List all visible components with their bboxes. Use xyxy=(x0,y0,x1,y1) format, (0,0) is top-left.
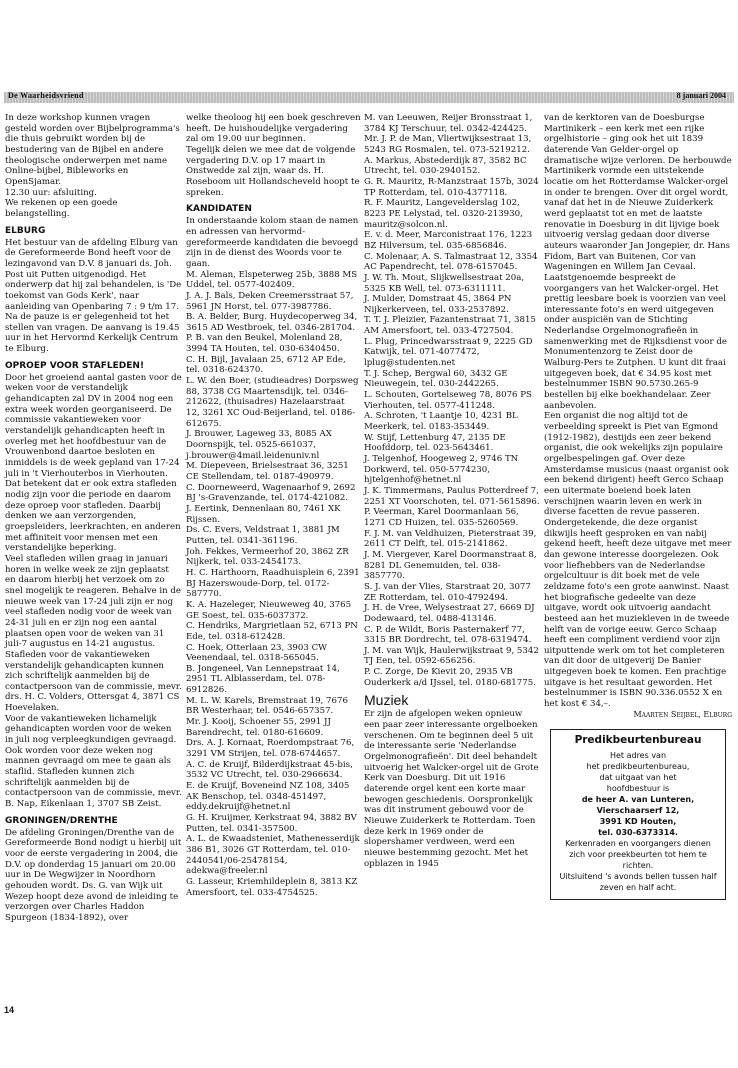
candidate-entry: J. Telgenhof, Hoogeweg 2, 9746 TN Dorkwerd, tel. 050-5774230, hjtelgenhof@hetnet.nl xyxy=(364,454,519,486)
box-note: Kerkenraden en voorgangers dienen zich voor preekbeurten tot hem te richten. xyxy=(565,839,711,871)
oproep-paragraph-3: Veel stafleden willen graag in januari horen in welke week ze zijn geplaatst en daarom hierbij het verzoek om zo snel mogelijk te reageren. Behalve in de nieuwe week van 17-24 juli zijn er nog veel stafleden nodig voor de week van 24-31 juli en er zijn nog een aantal plaatsen open voor de weken van 31 juli-7 augustus en 14-21 augustus. Stafleden voor de vakantieweken verstandelijk gehandicapten kunnen zich schriftelijk aanmelden bij de contactpersoon van de commissie, mevr. drs. H. C. Volders, Ottersgat 4, 3871 CS Hoevelaken. xyxy=(5,553,182,714)
author-signature: Maarten Seijbel, Elburg xyxy=(633,709,732,719)
column-4 xyxy=(544,113,732,900)
candidate-entry: C. Hoek, Otterlaan 23, 3903 CW Veenendaal, tel. 0318-565045. xyxy=(186,642,327,664)
candidate-entry: P. Veerman, Karel Doormanlaan 56, 1271 CD Huizen, tel. 035-5260569. xyxy=(364,507,519,528)
candidate-entry: G. H. Kruijmer, Kerkstraat 94, 3882 BV Putten, tel. 0341-357500. xyxy=(186,813,357,834)
candidate-entry: J. Eertink, Dennenlaan 80, 7461 XK Rijssen. xyxy=(186,503,341,525)
candidate-entry: J. W. Th. Mout, Slijkwellsestraat 20a, 5325 KB Well, tel. 073-6311111. xyxy=(364,272,525,294)
candidate-entry: T. J. Schep, Bergwal 60, 3432 GE Nieuwegein, tel. 030-2442265. xyxy=(364,368,508,390)
groningen-heading: GRONINGEN/DRENTHE xyxy=(5,815,118,826)
candidate-entry: E. v. d. Meer, Marconistraat 176, 1223 BZ Hilversum, tel. 035-6856846. xyxy=(364,230,533,251)
groningen-text: De afdeling Groningen/Drenthe van de Gereformeerde Bond nodigt u hierbij uit voor de eerste vergadering in 2004, die D.V. op donderdag 15 januari om 20.00 uur in De Wegwijzer in Noordhorn gehouden wordt. Ds. G. van Wijk uit Wezep hoopt deze avond de inleiding te verzorgen over Charles Haddon Spurgeon (1834-1892), over xyxy=(5,827,182,923)
predikbeurtenbureau-box xyxy=(550,729,726,900)
publication-title: De Waarheidsvriend xyxy=(8,91,84,100)
continued-text: welke theoloog hij een boek geschreven heeft. De huishoudelijke vergadering zal om 19.00 uur beginnen. xyxy=(186,113,361,145)
candidate-entry: G. R. Mauritz, R-Manzstraat 157b, 3024 TP Rotterdam, tel. 010-4377118. xyxy=(364,176,539,198)
candidate-entry: J. A. J. Bals, Deken Creemersstraat 57, 5961 JN Horst, tel. 077-3987786. xyxy=(186,290,354,312)
candidate-entry: T. T. J. Pleizier, Fazantenstraat 71, 3815 AM Amersfoort, tel. 033-4727504. xyxy=(364,315,536,337)
candidate-entry: Mr. J. P. de Man, Vliertwijksestraat 13, 5243 RG Rosmalen, tel. 073-5219212. xyxy=(364,134,532,155)
candidate-entry: J. K. Timmermans, Paulus Potterdreef 7, 2251 XT Voorschoten, tel. 071-5615896. xyxy=(364,485,540,507)
candidate-entry: P. B. van den Beukel, Molenland 28, 3994 TA Houten, tel. 030-6340450. xyxy=(186,333,343,355)
candidate-entry: P. C. Zorge, De Kievit 20, 2935 VB Ouderkerk a/d IJssel, tel. 0180-681775. xyxy=(364,667,536,688)
kandidaten-intro: In onderstaande kolom staan de namen en adressen van hervormd-gereformeerde kandidaten die bevoegd zijn in de dienst des Woords voor te gaan. xyxy=(186,216,359,269)
workshop-text: In deze workshop kunnen vragen gesteld worden over Bijbelprogramma's die thuis gebruikt worden bij de bestudering van de Bijbel en andere theologische onderwerpen met name Online-bijbel, Bibleworks en OpenSjamar. xyxy=(5,113,180,187)
elburg-text: Het bestuur van de afdeling Elburg van de Gereformeerde Bond heeft voor de lezingavond van D.V. 8 januari ds. Joh. Post uit Putten uitgenodigd. Het onderwerp dat hij zal behandelen, is 'De toekomst van Gods Kerk', naar aanleiding van Openbaring 7 : 9 t/m 17. Na de pauze is er gelegenheid tot het stellen van vragen. De aanvang is 19.45 uur in het Hervormd Kerkelijk Centrum te Elburg. xyxy=(5,237,182,355)
candidate-entry: B. Jongeneel, Van Lennepstraat 14, 2951 TL Alblasserdam, tel. 078-6912826. xyxy=(186,663,340,696)
muziek-heading: Muziek xyxy=(364,692,409,709)
candidate-entry: M. van Leeuwen, Reijer Bronsstraat 1, 3784 KJ Terschuur, tel. 0342-424425. xyxy=(364,113,533,134)
candidate-entry: Mr. J. Kooij, Schoener 55, 2991 JJ Barendrecht, tel. 0180-616609. xyxy=(186,717,331,738)
candidate-entry: A. Schroten, 't Laantje 10, 4231 BL Meerkerk, tel. 0183-353449. xyxy=(364,411,518,433)
oproep-paragraph-1: Door het groeiend aantal gasten voor de weken voor de verstandelijk gehandicapten zal DV in 2004 nog een extra week worden georganiseerd. De commissie vakantieweken voor verstandelijk gehandicapten heeft in overleg met het hoofdbestuur van de Vrouwenbond daartoe besloten en inmiddels is de week gepland van 17-24 juli in 't Vierhouterbos in Vierhouten. xyxy=(5,372,182,479)
box-title: Predikbeurtenbureau xyxy=(574,734,702,747)
page-number: 14 xyxy=(4,1005,15,1015)
oproep-paragraph-2: Dat betekent dat er ook extra stafleden nodig zijn voor die periode en daarom deze oproep voor stafleden. Daarbij denken we aan verzorgenden, groepsleiders, leerkrachten, en anderen met affiniteit voor mensen met een verstandelijke beperking. xyxy=(5,479,181,554)
contact-city: 3991 KD Houten, xyxy=(599,817,677,827)
box-line: hoofdbestuur is xyxy=(606,784,670,794)
candidate-entry: Drs. A. J. Kornaat, Roerdompstraat 76, 3291 VM Strijen, tel. 078-6744657. xyxy=(186,738,355,760)
oproep-heading: OPROEP VOOR STAFLEDEN! xyxy=(5,360,145,371)
box-line: het predikbeurtenbureau, xyxy=(586,762,690,772)
interest-note: We rekenen op een goede belangstelling. xyxy=(5,198,118,219)
elburg-heading: ELBURG xyxy=(5,225,46,236)
candidate-entry: J. H. de Vree, Welysestraat 27, 6669 DJ Dodewaard, tel. 0488-413146. xyxy=(364,603,535,624)
candidate-entry: J. M. Viergever, Karel Doormanstraat 8, 8281 DL Genemuiden, tel. 038-3857770. xyxy=(364,549,537,582)
candidate-entry: K. A. Hazeleger, Nieuweweg 40, 3765 GE Soest, tel. 035-6037372. xyxy=(186,599,352,621)
muziek-paragraph-2: Een organist die nog altijd tot de verbeelding spreekt is Piet van Egmond (1912-1982), destijds een zeer bekend organist, die ook wekelijks zijn populaire orgelbespelingen gaf. Over deze Amsterdamse musicus (naast organist ook een bekend dirigent) heeft Gerco Schaap een uitermate boeiend boek laten verschijnen waarin leven en werk in diverse facetten de revue passeren. Ondergetekende, die deze organist dikwijls heeft gesproken en van nabij gekend heeft, heeft deze uitgave met meer dan gewone interesse doorgelezen. Ook voor liefhebbers van de Nederlandse orgelcultuur is dit boek met de vele zeldzame foto's een grote aanwinst. Naast het biografische gedeelte van deze uitgave, wordt ook uitvoerig aandacht besteed aan het muziekleven in de tweede helft van de vorige eeuw. Gerco Schaap heeft een compliment verdiend voor zijn uitputtende werk om tot het completeren van dit door de uitgeverij De Banier uitgegeven boek te komen. Een prachtige uitgave is het resultaat geworden. Het bestelnummer is ISBN 90.336.0552 X en het kost € 34,–. xyxy=(544,411,732,710)
candidate-entry: J. M. van Wijk, Haulerwijkstraat 9, 5342 TJ Een, tel. 0592-656256. xyxy=(364,645,539,667)
box-line: dat uitgaat van het xyxy=(599,773,677,783)
candidate-entry: F. J. M. van Veldhuizen, Pieterstraat 39, 2611 CT Delft, tel. 015-2141862. xyxy=(364,528,537,550)
muziek-continued: van de kerktoren van de Doesburgse Martinikerk – een kerk met een rijke orgelhistorie – ging ook het uit 1839 daterende Van Gelder-orgel op dramatische wijze verloren. De herbouwde Martinikerk vormde een uitstekende locatie om het Rotterdamse Walcker-orgel in onder te brengen. Over dit orgel wordt, vanaf dat het in de Nieuwe Zuiderkerk werd geplaatst tot en met de laatste renovatie in Doesburg in dit lijvige boek uitvoerig verslag gedaan door diverse auteurs waaronder Jan Jongepier, dr. Hans Fidom, Bart van Buitenen, Cor van Wageningen en Willem Jan Cevaal. Laatstgenoemde bespreekt de voorgangers van het Walcker-orgel. Het prettig leesbare boek is voorzien van veel interessante foto's en werd uitgegeven onder auspiciën van de Stichting Nederlandse Orgelmonografieën in samenwerking met de Rijksdienst voor de Monumentenzorg te Zeist door de Walburg-Pers te Zutphen. U kunt dit fraai uitgegeven boek, dat € 34.95 kost met bestelnummer ISBN 90.5730.265-9 bestellen bij elke boekhandelaar. Zeer aanbevolen. xyxy=(544,113,732,411)
candidate-entry: L. Plug, Princedwarsstraat 9, 2225 GD Katwijk, tel. 071-4077472, lplug@studenten.net xyxy=(364,336,533,369)
contact-name: de heer A. van Lunteren, xyxy=(581,795,695,805)
issue-date: 8 januari 2004 xyxy=(676,91,726,100)
candidate-list-2 xyxy=(364,113,540,688)
candidate-entry: B. A. Belder, Burg. Huydecoperweg 34, 3615 AD Westbroek, tel. 0346-281704. xyxy=(186,312,358,333)
candidate-entry: S. J. van der Vlies, Starstraat 20, 3077 ZE Rotterdam, tel. 010-4792494. xyxy=(364,581,531,603)
muziek-text: Er zijn de afgelopen weken opnieuw een paar zeer interessante orgelboeken verschenen. Om te beginnen deel 5 uit de interessante serie 'Nederlandse Orgelmonografieën'. Dit deel behandelt uitvoerig het Walcker-orgel uit de Grote Kerk van Doesburg. Dit uit 1916 daterende orgel kent een korte maar bewogen geschiedenis. Oorspronkelijk was dit instrument gebouwd voor de Nieuwe Zuiderkerk te Rotterdam. Toen deze kerk in 1969 onder de slopershamer verdween, werd een nieuwe bestemming gezocht. Met het opblazen in 1945 xyxy=(364,709,539,869)
column-2 xyxy=(186,113,361,898)
candidate-entry: G. Lasseur, Kriemhildeplein 8, 3813 KZ Amersfoort, tel. 033-4754525. xyxy=(186,876,358,898)
candidate-entry: C. H. Bijl, Javalaan 25, 6712 AP Ede, tel. 0318-624370. xyxy=(186,354,346,376)
candidate-entry: M. Aleman, Elspeterweg 25b, 3888 MS Uddel, tel. 0577-402409. xyxy=(186,269,358,291)
box-note: Uitsluitend 's avonds bellen tussen half zeven en half acht. xyxy=(559,872,717,893)
column-3 xyxy=(364,113,540,869)
candidate-entry: R. F. Mauritz, Langevelderslag 102, 8223 PE Lelystad, tel. 0320-213930, mauritz@solcon.nl. xyxy=(364,198,523,230)
candidate-entry: E. de Kruijf, Boveneind NZ 108, 3405 AK Benschop, tel. 0348-451497, eddy.dekruijf@hetnet.nl xyxy=(186,781,350,813)
column-1 xyxy=(5,113,182,924)
candidate-entry: J. Mulder, Domstraat 45, 3864 PN Nijkerkerveen, tel. 033-2537892. xyxy=(364,294,512,315)
candidate-list-1 xyxy=(186,270,361,899)
candidate-entry: C. P. de Wildt, Boris Pasternakerf 77, 3315 BR Dordrecht, tel. 078-6319474. xyxy=(364,624,532,646)
candidate-entry: A. C. de Kruijf, Bilderdijkstraat 45-bis, 3532 VC Utrecht, tel. 030-2966634. xyxy=(186,759,353,781)
candidate-entry: L. W. den Boer, (studieadres) Dorpsweg 88, 3738 CG Maartensdijk, tel. 0346-212622, (thuisadres) Hazelaarstraat 12, 3261 XC Oud-Beijerland, tel. 0186-612675. xyxy=(186,376,359,429)
candidate-entry: J. Brouwer, Lageweg 33, 8085 AX Doornspijk, tel. 0525-661037, j.brouwer@4mail.leidenuniv.nl xyxy=(186,429,332,461)
candidate-entry: A. L. de Kwaadsteniet, Mathenesserdijk 386 B1, 3026 GT Rotterdam, tel. 010-2440541/06-25478154, adekwa@freeler.nl xyxy=(186,834,360,877)
candidate-entry: H. C. Harthoorn, Raadhuisplein 6, 2391 BJ Hazerswoude-Dorp, tel. 0172-587770. xyxy=(186,567,360,600)
next-meeting-text: Tegelijk delen we mee dat de volgende vergadering D.V. op 17 maart in Onstwedde zal zijn, waar ds. H. Roseboom uit Hollandscheveld hoopt te spreken. xyxy=(186,144,360,198)
candidate-entry: M. Diepeveen, Brielsestraat 36, 3251 CE Stellendam, tel. 0187-490979. xyxy=(186,461,349,482)
masthead-bar xyxy=(4,92,734,103)
contact-phone: tel. 030-6373314. xyxy=(598,828,678,838)
oproep-paragraph-4: Voor de vakantieweken lichamelijk gehandicapten worden voor de weken in juli nog verpleegkundigen gevraagd. Ook worden voor deze weken nog mannen gevraagd om mee te gaan als staflid. Stafleden kunnen zich schriftelijk aanmelden bij de contactpersoon van de commissie, mevr. B. Nap, Eikenlaan 1, 3707 SB Zeist. xyxy=(5,713,182,810)
box-line: Het adres van xyxy=(609,751,667,761)
candidate-entry: A. Markus, Abstederdijk 87, 3582 BC Utrecht, tel. 030-2940152. xyxy=(364,155,527,177)
candidate-entry: Ds. C. Evers, Veldstraat 1, 3881 JM Putten, tel. 0341-361196. xyxy=(186,525,340,546)
closing-time: 12.30 uur: afsluiting. xyxy=(5,187,97,198)
candidate-entry: W. Stijf, Lettenburg 47, 2135 DE Hoofddorp, tel. 023-5643461. xyxy=(364,432,506,454)
kandidaten-heading: KANDIDATEN xyxy=(186,204,252,215)
candidate-entry: M. L. W. Karels, Bremstraat 19, 7676 BR Westerhaar, tel. 0546-657357. xyxy=(186,695,348,717)
candidate-entry: Joh. Fekkes, Vermeerhof 20, 3862 ZR Nijkerk, tel. 033-2454173. xyxy=(186,546,349,568)
candidate-entry: C. Hendriks, Margrietlaan 52, 6713 PN Ede, tel. 0318-612428. xyxy=(186,621,358,642)
contact-street: Vierschaarserf 12, xyxy=(596,806,680,816)
candidate-entry: C. Molenaar, A. S. Talmastraat 12, 3354 AC Papendrecht, tel. 078-6157045. xyxy=(364,251,538,273)
candidate-entry: C. Doorneweerd, Wagenaarhof 9, 2692 BJ 's-Gravenzande, tel. 0174-421082. xyxy=(186,482,356,504)
candidate-entry: L. Schouten, Gortelseweg 78, 8076 PS Vierhouten, tel. 0577-411248. xyxy=(364,390,532,411)
